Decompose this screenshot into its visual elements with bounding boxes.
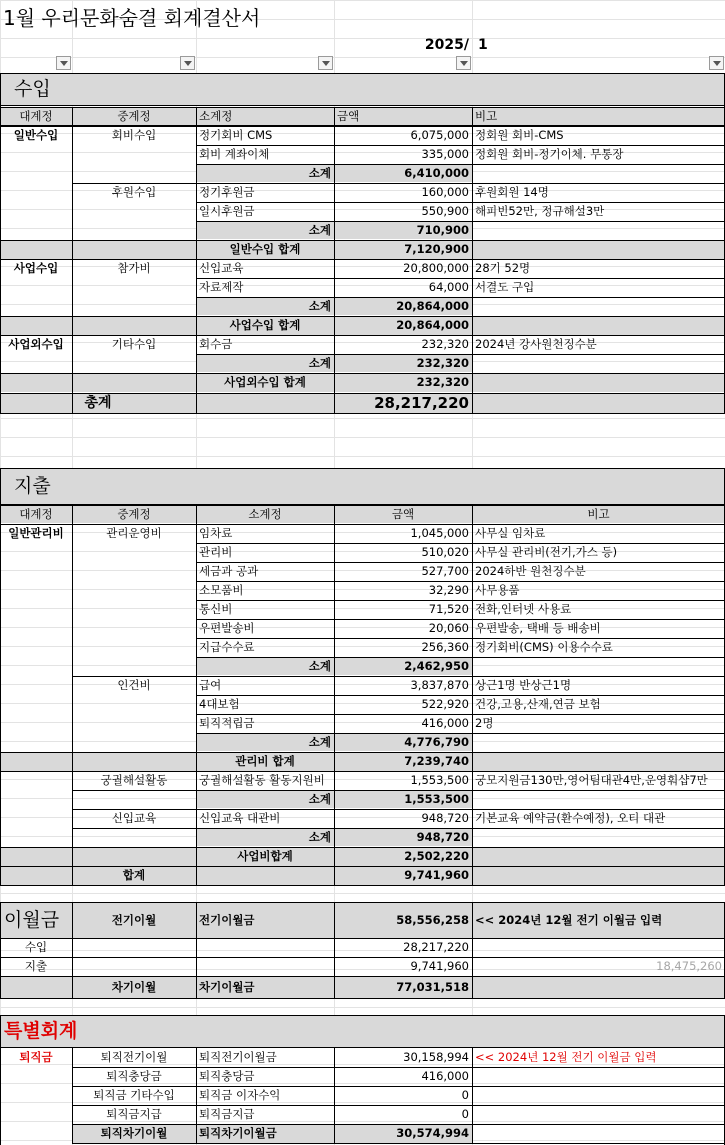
carry-expense-amount: 9,741,960 [410, 959, 469, 973]
income-col-header: 중계정 [117, 109, 151, 123]
subtotal-label: 소계 [308, 356, 331, 370]
gridline [0, 57, 725, 58]
special-row-item: 퇴직충당금 [199, 1069, 255, 1083]
subtotal-label: 소계 [308, 223, 331, 237]
income-col-header: 금액 [337, 109, 360, 123]
item-name: 4대보험 [199, 697, 240, 711]
expense-sub-training: 신입교육 [111, 811, 157, 825]
item-note: 전화,인터넷 사용료 [475, 602, 572, 616]
item-name: 일시후원금 [199, 204, 255, 218]
item-amount: 527,700 [421, 564, 469, 578]
item-note: 해피빈52만, 정규해설3만 [475, 204, 605, 218]
expense-sub-operations: 관리운영비 [106, 526, 162, 540]
total-label: 사업수입 합계 [229, 318, 301, 332]
income-col-header: 비고 [475, 109, 498, 123]
subtotal-amount: 20,864,000 [396, 299, 469, 313]
special-row-label: 퇴직충당금 [106, 1069, 162, 1083]
item-amount: 335,000 [421, 147, 469, 161]
special-row-item: 퇴직전기이월금 [199, 1050, 277, 1064]
special-row-amount: 0 [461, 1088, 469, 1102]
subtotal-label: 소계 [308, 830, 331, 844]
item-note: 사무용품 [475, 583, 520, 597]
special-row-item: 퇴직금지급 [199, 1107, 255, 1121]
total-label: 사업외수입 합계 [224, 375, 306, 389]
expense-sub-palace: 궁궐해설활동 [100, 773, 168, 787]
income-heading: 수입 [14, 78, 51, 100]
item-name: 우편발송비 [199, 621, 255, 635]
item-amount: 71,520 [428, 602, 469, 616]
expense-col-header: 대계정 [19, 507, 53, 521]
item-note: 2명 [475, 716, 494, 730]
item-note: 사무실 관리비(전기,가스 등) [475, 545, 618, 559]
item-note: 2024하반 원천징수분 [475, 564, 586, 578]
item-amount: 510,020 [421, 545, 469, 559]
grid-line [72, 1143, 725, 1144]
carry-next-label: 차기이월 [111, 980, 157, 994]
item-name: 소모품비 [199, 583, 244, 597]
grand-total-amount: 28,217,220 [374, 394, 469, 412]
item-amount: 64,000 [428, 280, 469, 294]
expense-col-header: 소계정 [248, 507, 282, 521]
item-note: 정회원 회비-CMS [475, 128, 564, 142]
item-name: 임차료 [199, 526, 233, 540]
special-row-item: 퇴직금 이자수익 [199, 1088, 281, 1102]
subtotal-label: 소계 [308, 299, 331, 313]
grid-line [0, 998, 725, 999]
gridline [0, 437, 725, 438]
carry-income-label: 수입 [24, 940, 48, 954]
item-name: 신입교육 [199, 261, 244, 275]
income-cat-nonbusiness: 사업외수입 [8, 337, 64, 351]
special-row-amount: 416,000 [421, 1069, 469, 1083]
item-note: 서결도 구입 [475, 280, 535, 294]
special-row-amount: 0 [461, 1107, 469, 1121]
subtotal-amount: 232,320 [416, 356, 469, 370]
grid-line [72, 413, 196, 414]
special-row-note [472, 1067, 725, 1085]
carry-next-label2: 차기이월금 [199, 980, 255, 994]
income-sub-donation: 후원수입 [111, 185, 157, 199]
special-cat: 퇴직금 [19, 1050, 53, 1064]
special-row-note [472, 1124, 725, 1142]
carry-income-amount: 28,217,220 [403, 940, 469, 954]
item-name: 지급수수료 [199, 640, 255, 654]
special-row-label: 퇴직금지급 [106, 1107, 162, 1121]
grand-total-amount: 9,741,960 [404, 868, 469, 882]
carry-next-amount: 77,031,518 [396, 980, 469, 994]
item-note: 2024년 강사원천징수분 [475, 337, 597, 351]
special-row-amount: 30,158,994 [403, 1050, 469, 1064]
expense-col-header: 중계정 [117, 507, 151, 521]
item-name: 자료제작 [199, 280, 244, 294]
item-note: 건강,고용,산재,연금 보험 [475, 697, 601, 711]
item-name: 급여 [199, 678, 222, 692]
total-amount: 20,864,000 [396, 318, 469, 332]
carry-prev-note: << 2024년 12월 전기 이월금 입력 [475, 913, 663, 927]
income-sub-fee: 참가비 [117, 261, 151, 275]
grand-total-label: 총계 [84, 395, 112, 411]
item-name: 회비 계좌이체 [199, 147, 270, 161]
item-amount: 550,900 [421, 204, 469, 218]
item-note: 사무실 임차료 [475, 526, 546, 540]
grid-line [72, 790, 196, 791]
grid-line [0, 468, 725, 469]
total-amount: 2,502,220 [404, 849, 469, 863]
carry-expense-extra: 18,475,260 [656, 959, 722, 973]
carry-prev-label2: 전기이월금 [199, 913, 255, 927]
item-note: 궁모지원금130만,영어팀대관4만,운영훠샵7만 [475, 773, 708, 787]
subtotal-amount: 710,900 [416, 223, 469, 237]
item-amount: 160,000 [421, 185, 469, 199]
item-note: 정회원 회비-정기이체. 무통장 [475, 147, 624, 161]
gridline [0, 418, 725, 419]
grand-total-label: 합계 [122, 868, 146, 882]
expense-col-header: 비고 [587, 507, 610, 521]
total-amount: 7,120,900 [404, 242, 469, 256]
expense-heading: 지출 [14, 475, 51, 497]
gridline [0, 893, 725, 894]
item-note: 정기회비(CMS) 이용수수료 [475, 640, 613, 654]
item-note: 후원회원 14명 [475, 185, 549, 199]
carry-expense-label: 지출 [24, 959, 48, 973]
special-row-label: 퇴직금 기타수입 [93, 1088, 175, 1102]
item-amount: 32,290 [428, 583, 469, 597]
month-cell: 1 [478, 37, 488, 53]
total-label: 관리비 합계 [235, 754, 295, 768]
expense-cat-general: 일반관리비 [8, 526, 64, 540]
subtotal-label: 소계 [308, 659, 331, 673]
gridline [0, 0, 725, 1]
item-amount: 20,800,000 [403, 261, 469, 275]
total-amount: 7,239,740 [404, 754, 469, 768]
grid-line [196, 413, 725, 414]
special-row-note [472, 1105, 725, 1123]
special-row-item: 퇴직차기이월금 [199, 1126, 277, 1140]
item-name: 회수금 [199, 337, 233, 351]
item-note: 우편발송, 택배 등 배송비 [475, 621, 601, 635]
income-col-header: 소계정 [199, 109, 233, 123]
grid-line [72, 828, 196, 829]
carry-prev-label: 전기이월 [111, 913, 157, 927]
item-amount: 6,075,000 [410, 128, 469, 142]
special-heading: 특별회계 [4, 1020, 78, 1042]
item-amount: 948,720 [421, 811, 469, 825]
expense-sub-personnel: 인건비 [117, 678, 151, 692]
income-sub-other: 기타수입 [111, 337, 157, 351]
item-amount: 1,553,500 [410, 773, 469, 787]
item-amount: 3,837,870 [410, 678, 469, 692]
total-amount: 232,320 [416, 375, 469, 389]
item-note: 28기 52명 [475, 261, 531, 275]
grid-line [0, 105, 725, 106]
income-sub-membership: 회비수입 [111, 128, 157, 142]
total-label: 사업비합계 [237, 849, 293, 863]
item-name: 관리비 [199, 545, 233, 559]
total-label: 일반수입 합계 [229, 242, 301, 256]
item-name: 퇴직적립금 [199, 716, 255, 730]
item-amount: 232,320 [421, 337, 469, 351]
filter-dropdown-icon[interactable] [318, 56, 333, 70]
item-note: 상근1명 반상근1명 [475, 678, 572, 692]
special-row-amount: 30,574,994 [396, 1126, 469, 1140]
item-amount: 416,000 [421, 716, 469, 730]
filter-dropdown-icon[interactable] [709, 56, 724, 70]
item-amount: 1,045,000 [410, 526, 469, 540]
item-name: 정기후원금 [199, 185, 255, 199]
grid-line [72, 505, 73, 885]
item-name: 궁궐해설활동 활동지원비 [199, 773, 325, 787]
subtotal-label: 소계 [308, 792, 331, 806]
grid-line [0, 902, 725, 903]
carry-prev-amount: 58,556,258 [396, 913, 469, 927]
item-name: 신입교육 대관비 [199, 811, 281, 825]
filter-dropdown-icon[interactable] [456, 56, 471, 70]
income-col-header: 대계정 [19, 109, 53, 123]
sheet-title: 1월 우리문화숨결 회계결산서 [3, 6, 261, 30]
expense-col-header: 금액 [391, 507, 415, 521]
item-amount: 522,920 [421, 697, 469, 711]
special-row-note: << 2024년 12월 전기 이월금 입력 [475, 1050, 657, 1064]
grid-line [0, 885, 725, 886]
year-cell: 2025/ [424, 37, 469, 53]
gridline [0, 1007, 725, 1008]
item-amount: 256,360 [421, 640, 469, 654]
subtotal-label: 소계 [308, 166, 331, 180]
subtotal-amount: 4,776,790 [404, 735, 469, 749]
subtotal-amount: 2,462,950 [404, 659, 469, 673]
item-name: 세금과 공과 [199, 564, 259, 578]
item-amount: 20,060 [428, 621, 469, 635]
filter-dropdown-icon[interactable] [180, 56, 195, 70]
income-cat-general: 일반수입 [13, 128, 59, 142]
subtotal-amount: 948,720 [416, 830, 469, 844]
grid-line [0, 413, 72, 414]
income-cat-business: 사업수입 [13, 261, 59, 275]
subtotal-amount: 1,553,500 [404, 792, 469, 806]
item-name: 정기회비 CMS [199, 128, 273, 142]
special-row-label: 퇴직전기이월 [100, 1050, 168, 1064]
item-note: 기본교육 예약금(환수예정), 오티 대관 [475, 811, 666, 825]
item-name: 통신비 [199, 602, 233, 616]
special-row-label: 퇴직차기이월 [100, 1126, 168, 1140]
gridline [0, 456, 725, 457]
subtotal-amount: 6,410,000 [404, 166, 469, 180]
special-row-note [472, 1086, 725, 1104]
carry-heading: 이월금 [4, 909, 60, 931]
subtotal-label: 소계 [308, 735, 331, 749]
filter-dropdown-icon[interactable] [56, 56, 71, 70]
